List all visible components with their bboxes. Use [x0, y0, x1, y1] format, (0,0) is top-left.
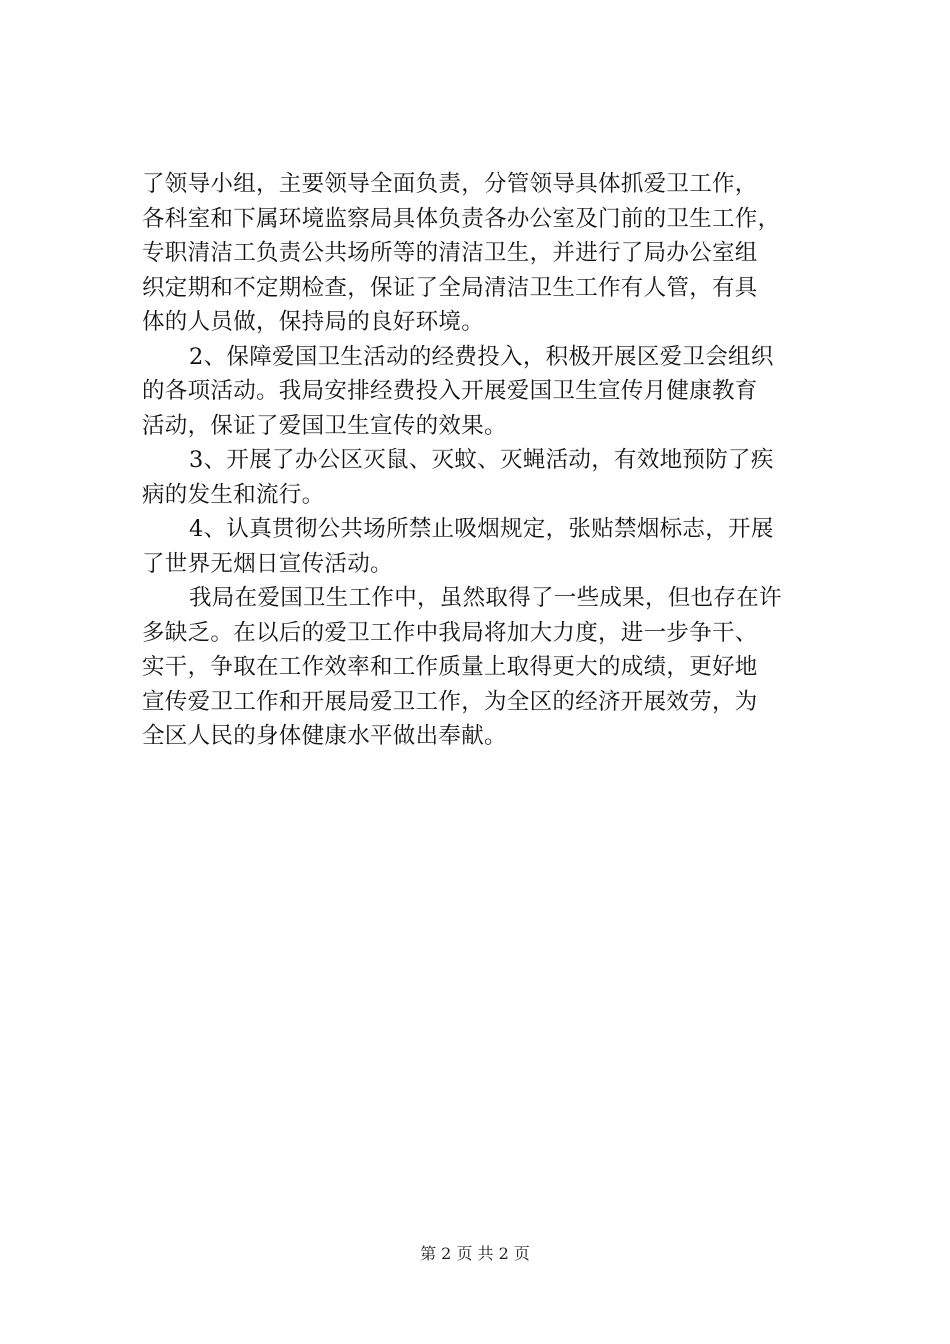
text-line: 实干，争取在工作效率和工作质量上取得更大的成绩，更好地 [142, 654, 758, 680]
text-line: 了世界无烟日宣传活动。 [142, 550, 393, 577]
paragraph-first-line: 2、保障爱国卫生活动的经费投入，积极开展区爱卫会组织 [189, 343, 774, 370]
text-line: 多缺乏。在以后的爱卫工作中我局将加大力度，进一步争干、 [142, 619, 758, 646]
page-number-footer: 第 2 页 共 2 页 [420, 1244, 530, 1263]
text-line: 病的发生和流行。 [142, 481, 325, 508]
paragraph-first-line: 4、认真贯彻公共场所禁止吸烟规定，张贴禁烟标志，开展 [189, 516, 774, 542]
paragraph-first-line: 3、开展了办公区灭鼠、灭蚊、灭蝇活动，有效地预防了疾 [189, 447, 774, 473]
document-body [142, 167, 842, 754]
text-line: 专职清洁工负责公共场所等的清洁卫生，并进行了局办公室组 [142, 240, 758, 266]
text-line: 了领导小组，主要领导全面负责，分管领导具体抓爱卫工作， [142, 171, 758, 197]
text-line: 织定期和不定期检查，保证了全局清洁卫生工作有人管，有具 [142, 274, 758, 301]
paragraph-first-line: 我局在爱国卫生工作中，虽然取得了一些成果，但也存在许 [189, 585, 782, 611]
text-line: 各科室和下属环境监察局具体负责各办公室及门前的卫生工作， [142, 205, 781, 232]
text-line: 体的人员做，保持局的良好环境。 [142, 309, 485, 335]
text-line: 的各项活动。我局安排经费投入开展爱国卫生宣传月健康教育 [142, 378, 758, 404]
text-line: 宣传爱卫工作和开展局爱卫工作，为全区的经济开展效劳，为 [142, 688, 758, 715]
text-line: 活动，保证了爱国卫生宣传的效果。 [142, 412, 507, 439]
text-line: 全区人民的身体健康水平做出奉献。 [142, 723, 507, 749]
